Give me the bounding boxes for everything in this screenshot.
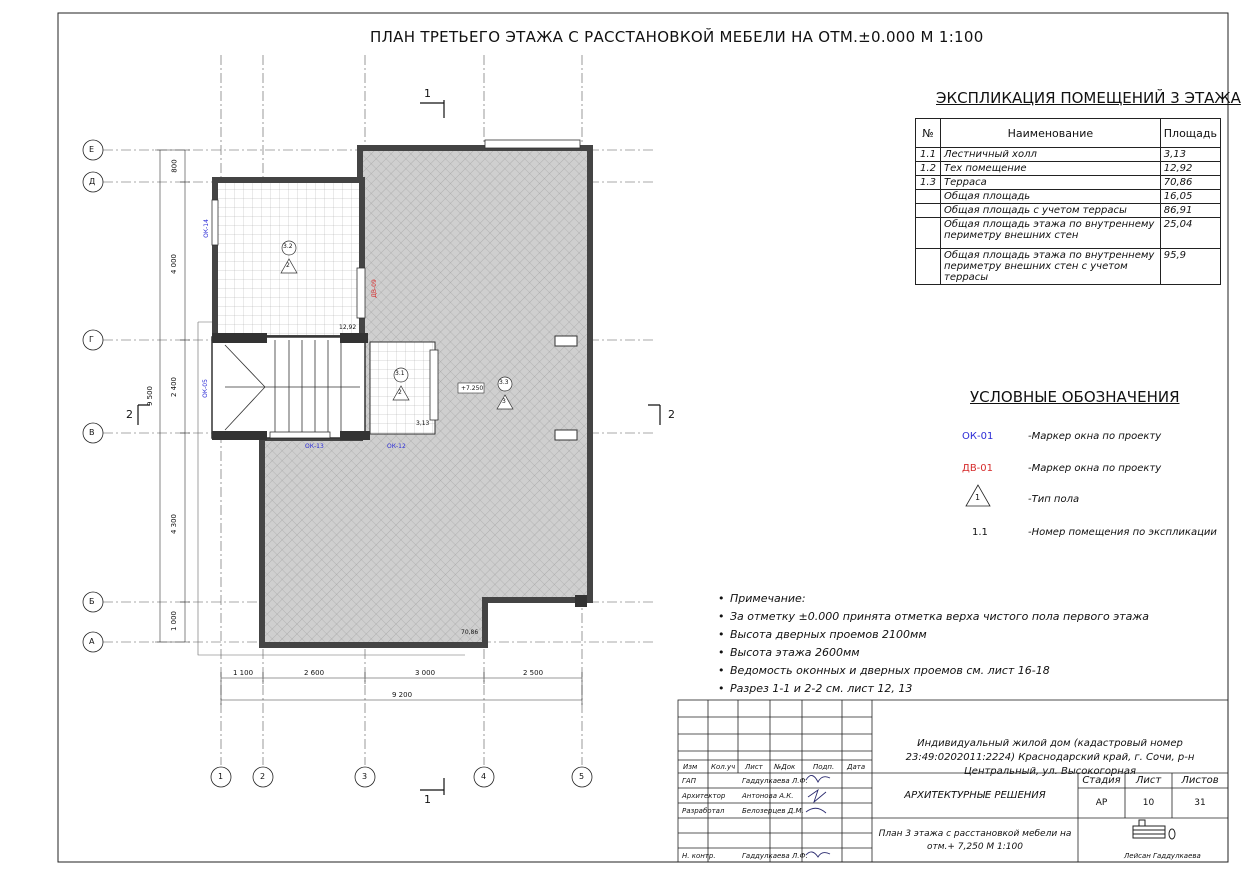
legend-text: -Тип пола bbox=[1028, 494, 1080, 505]
cell-area: 25,04 bbox=[1160, 218, 1220, 249]
dimension-label: 2 400 bbox=[170, 376, 179, 398]
note-item: • Разрез 1-1 и 2-2 см. лист 12, 13 bbox=[718, 682, 1149, 700]
table-row bbox=[916, 148, 1221, 162]
tb-sheet: 10 bbox=[1142, 798, 1155, 808]
legend-symbol: 1.1 bbox=[972, 527, 988, 538]
axis-label: 3 bbox=[362, 772, 368, 781]
tb-sheets-header: Листов bbox=[1181, 775, 1219, 786]
cell-name: Общая площадь с учетом террасы bbox=[941, 204, 1161, 218]
tech-room bbox=[215, 180, 362, 338]
window-marker: ОК-12 bbox=[387, 443, 406, 450]
room-area: 3,13 bbox=[416, 420, 430, 427]
dimension-label: 800 bbox=[170, 159, 179, 173]
legend-symbol: 1 bbox=[975, 493, 981, 502]
legend-text: -Маркер окна по проекту bbox=[1028, 463, 1162, 474]
drawing-title: ПЛАН ТРЕТЬЕГО ЭТАЖА С РАССТАНОВКОЙ МЕБЕЛИ НА ОТМ.±0.000 М 1:100 bbox=[370, 28, 984, 46]
table-row bbox=[916, 204, 1221, 218]
section-mark: 1 bbox=[424, 87, 431, 100]
tb-header: Лист bbox=[745, 763, 763, 771]
tb-role: Архитектор bbox=[682, 792, 726, 800]
floor-type: 2 bbox=[398, 389, 402, 396]
table-row bbox=[916, 176, 1221, 190]
note-item: • За отметку ±0.000 принята отметка верха чистого пола первого этажа bbox=[718, 610, 1149, 628]
axis-label: Г bbox=[89, 335, 94, 344]
floor-type: 2 bbox=[286, 262, 290, 269]
legend-text: -Номер помещения по экспликации bbox=[1028, 527, 1217, 538]
cell-num bbox=[916, 204, 941, 218]
axis-label: 4 bbox=[481, 772, 487, 781]
window-marker: ОК-14 bbox=[202, 219, 210, 238]
dimension-label: 4 000 bbox=[170, 253, 179, 275]
tb-header: №Док bbox=[774, 763, 796, 771]
cell-area: 12,92 bbox=[1160, 162, 1220, 176]
cell-num bbox=[916, 190, 941, 204]
cell-area: 16,05 bbox=[1160, 190, 1220, 204]
dimension-total: 9 200 bbox=[392, 691, 413, 699]
table-header: № bbox=[916, 119, 941, 148]
section-mark: 1 bbox=[424, 793, 431, 806]
cell-area: 70,86 bbox=[1160, 176, 1220, 190]
section-mark: 2 bbox=[126, 408, 133, 421]
axis-label: 1 bbox=[218, 772, 224, 781]
explication-table bbox=[915, 118, 1221, 285]
tb-header: Изм bbox=[683, 763, 698, 771]
cell-num: 1.2 bbox=[916, 162, 941, 176]
dimension-label: 3 000 bbox=[415, 669, 436, 677]
legend-symbol: ОК-01 bbox=[962, 431, 994, 442]
tb-stage-header: Стадия bbox=[1082, 775, 1121, 786]
axis-label: В bbox=[89, 428, 95, 437]
legend-title: УСЛОВНЫЕ ОБОЗНАЧЕНИЯ bbox=[970, 388, 1180, 406]
dimension-label: 1 000 bbox=[170, 610, 179, 632]
tb-sheets: 31 bbox=[1194, 798, 1206, 808]
room-number: 3.3 bbox=[499, 379, 509, 386]
table-header: Площадь bbox=[1160, 119, 1220, 148]
tb-header: Подп. bbox=[813, 763, 835, 771]
table-row bbox=[916, 190, 1221, 204]
tb-sheet-title: План 3 этажа с расстановкой мебели на отм.+ 7,250 М 1:100 bbox=[878, 829, 1072, 852]
cell-num: 1.3 bbox=[916, 176, 941, 190]
cell-area: 3,13 bbox=[1160, 148, 1220, 162]
tb-section: АРХИТЕКТУРНЫЕ РЕШЕНИЯ bbox=[904, 790, 1046, 801]
cell-name: Общая площадь этажа по внутреннему периметру внешних стен bbox=[941, 218, 1161, 249]
tb-stage: АР bbox=[1095, 798, 1108, 808]
tb-role: ГАП bbox=[682, 777, 696, 785]
cell-name: Общая площадь bbox=[941, 190, 1161, 204]
room-area: 12,92 bbox=[339, 324, 357, 331]
dimension-label: 1 100 bbox=[233, 669, 254, 677]
table-row bbox=[916, 162, 1221, 176]
cell-num bbox=[916, 249, 941, 285]
note-item: • Ведомость оконных и дверных проемов см. лист 16-18 bbox=[718, 664, 1149, 682]
logo-icon bbox=[1133, 820, 1175, 839]
dimension-label: 4 300 bbox=[170, 513, 179, 535]
window-marker: ОК-05 bbox=[201, 379, 209, 398]
tb-header: Дата bbox=[847, 763, 866, 771]
table-header: Наименование bbox=[941, 119, 1161, 148]
tb-role: Разработал bbox=[682, 807, 725, 815]
axis-label: Д bbox=[89, 177, 96, 186]
room-number: 3.2 bbox=[283, 243, 293, 250]
tb-person: Гаддулкаева Л.Ф. bbox=[742, 852, 808, 860]
level-mark: +7.250 bbox=[461, 385, 484, 392]
door-marker: ДВ-09 bbox=[370, 279, 378, 298]
tb-logo-text: Лейсан Гаддулкаева bbox=[1124, 852, 1201, 860]
axis-label: Б bbox=[89, 597, 95, 606]
room-area: 70,86 bbox=[461, 629, 479, 636]
window-marker: ОК-13 bbox=[305, 443, 324, 450]
legend-text: -Маркер окна по проекту bbox=[1028, 431, 1162, 442]
tb-sheet-header: Лист bbox=[1135, 775, 1162, 786]
tb-person: Антонова А.К. bbox=[742, 792, 794, 800]
floor-type: 3 bbox=[502, 398, 506, 405]
cell-name: Общая площадь этажа по внутреннему периметру внешних стен с учетом террасы bbox=[941, 249, 1161, 285]
note-item: • Высота дверных проемов 2100мм bbox=[718, 628, 1149, 646]
notes-list bbox=[718, 592, 1149, 700]
note-item: • Высота этажа 2600мм bbox=[718, 646, 1149, 664]
tb-role: Н. контр. bbox=[682, 852, 716, 860]
cell-area: 95,9 bbox=[1160, 249, 1220, 285]
cell-num: 1.1 bbox=[916, 148, 941, 162]
room-number: 3.1 bbox=[395, 370, 405, 377]
section-mark: 2 bbox=[668, 408, 675, 421]
tb-person: Гаддулкаева Л.Ф. bbox=[742, 777, 808, 785]
table-row bbox=[916, 249, 1221, 285]
axis-label: А bbox=[89, 637, 95, 646]
axis-label: 5 bbox=[579, 772, 585, 781]
tb-person: Белозерцев Д.М. bbox=[742, 807, 804, 815]
cell-area: 86,91 bbox=[1160, 204, 1220, 218]
dimension-label: 2 500 bbox=[523, 669, 544, 677]
table-row bbox=[916, 218, 1221, 249]
dimension-label: 2 600 bbox=[304, 669, 325, 677]
note-item: • Примечание: bbox=[718, 592, 1149, 610]
axis-label: 2 bbox=[260, 772, 266, 781]
explication-title: ЭКСПЛИКАЦИЯ ПОМЕЩЕНИЙ 3 ЭТАЖА bbox=[936, 89, 1241, 107]
axis-label: Е bbox=[89, 145, 95, 154]
cell-name: Лестничный холл bbox=[941, 148, 1161, 162]
staircase bbox=[212, 337, 365, 438]
cell-name: Терраса bbox=[941, 176, 1161, 190]
dimension-overall: 9 500 bbox=[146, 385, 155, 407]
tb-header: Кол.уч bbox=[711, 763, 736, 771]
legend-symbol: ДВ-01 bbox=[962, 463, 994, 474]
cell-name: Тех помещение bbox=[941, 162, 1161, 176]
tb-project: Индивидуальный жилой дом (кадастровый номер 23:49:0202011:2224) Краснодарский край, г. Сочи, р-н Центральный, ул. Высокогорная bbox=[905, 738, 1195, 777]
cell-num bbox=[916, 218, 941, 249]
